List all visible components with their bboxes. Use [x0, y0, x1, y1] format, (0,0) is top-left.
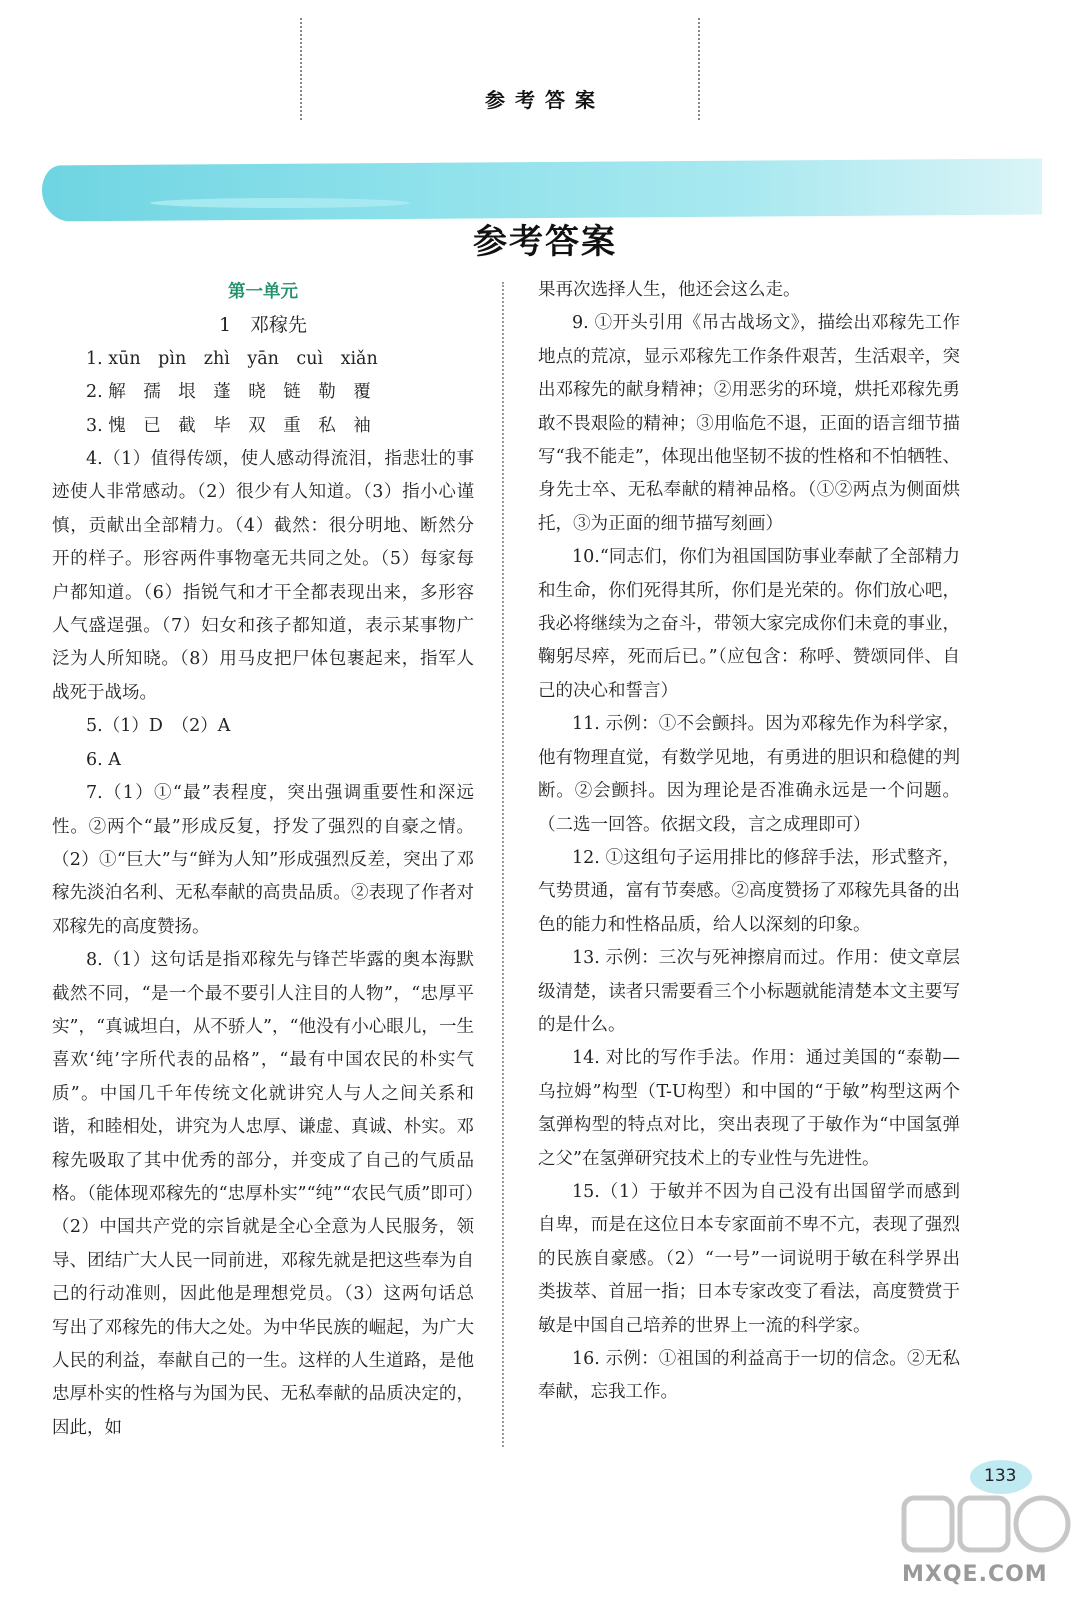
left-paragraph: 6. A [86, 749, 121, 770]
left-paragraph: 1. xūn pìn zhì yān cuì xiǎn [86, 348, 378, 369]
right-paragraph: 果再次选择人生，他还会这么走。 [538, 280, 801, 300]
left-paragraph: 4.（1）值得传颂，使人感动得流泪，指悲壮的事迹使人非常感动。（2）很少有人知道。（3）指小心谨慎，贡献出全部精力。（4）截然：很分明地、断然分开的样子。形容两件事物毫无共同之处。（5）每家每户都知道。（6）指锐气和才干全都表现出来，多形容人气盛逞强。（7）妇女和孩子都知道，表示某事物广泛为人所知晓。（8）用马皮把尸体包裹起来，指军人战死于战场。 [52, 449, 474, 703]
page-title: 参考答案 [473, 222, 617, 262]
section-banner [42, 159, 1042, 222]
page-number: 133 [984, 1466, 1017, 1486]
right-paragraph: 15.（1）于敏并不因为自己没有出国留学而感到自卑，而是在这位日本专家面前不卑不亢，表现了强烈的民族自豪感。（2）“一号”一词说明于敏在科学界出类拔萃、首屈一指；日本专家改变了看法，高度赞赏于敏是中国自己培养的世界上一流的科学家。 [538, 1181, 960, 1336]
column-divider [502, 282, 504, 1447]
right-column [538, 274, 960, 1410]
left-paragraph: 7.（1）①“最”表程度，突出强调重要性和深远性。②两个“最”形成反复，抒发了强烈的自豪之情。（2）①“巨大”与“鲜为人知”形成强烈反差，突出了邓稼先淡泊名利、无私奉献的高贵品质。②表现了作者对邓稼先的高度赞扬。 [52, 783, 474, 937]
left-paragraph: 2. 解 孺 垠 蓬 晓 链 勒 覆 [86, 382, 371, 403]
watermark-text: MXQE.COM [902, 1562, 1048, 1587]
banner-highlight [150, 198, 410, 208]
right-paragraph: 16. 示例：①祖国的利益高于一切的信念。②无私奉献，忘我工作。 [538, 1349, 960, 1403]
left-paragraph: 1 邓稼先 [218, 314, 308, 337]
left-paragraph: 8.（1）这句话是指邓稼先与锋芒毕露的奥本海默截然不同，“是一个最不要引人注目的人物”，“忠厚平实”，“真诚坦白，从不骄人”，“他没有小心眼儿，一生喜欢‘纯’字所代表的品格”，“最有中国农民的朴实气质”。中国几千年传统文化就讲究人与人之间关系和谐，和睦相处，讲究为人忠厚、谦虚、真诚、朴实。邓稼先吸取了其中优秀的部分，并变成了自己的气质品格。（能体现邓稼先的“忠厚朴实”“纯”“农民气质”即可）（2）中国共产党的宗旨就是全心全意为人民服务，领导、团结广大人民一同前进，邓稼先就是把这些奉为自己的行动准则，因此他是理想党员。（3）这两句话总写出了邓稼先的伟大之处。为中华民族的崛起，为广大人民的利益，奉献自己的一生。这样的人生道路，是他忠厚朴实的性格与为国为民、无私奉献的品质决定的，因此，如 [52, 950, 474, 1438]
right-paragraph: 11. 示例：①不会颤抖。因为邓稼先作为科学家，他有物理直觉，有数学见地，有勇进的胆识和稳健的判断。②会颤抖。因为理论是否准确永远是一个问题。（二选一回答。依据文段，言之成理即可） [538, 714, 960, 835]
left-column [52, 276, 474, 1445]
header-title: 参考答案 [485, 88, 605, 112]
right-paragraph: 9. ①开头引用《吊古战场文》，描绘出邓稼先工作地点的荒凉，显示邓稼先工作条件艰苦，生活艰辛，突出邓稼先的献身精神；②用恶劣的环境，烘托邓稼先勇敢不畏艰险的精神；③用临危不退，正面的语言细节描写“我不能走”，体现出他坚韧不拔的性格和不怕牺牲、身先士卒、无私奉献的精神品格。（①②两点为侧面烘托，③为正面的细节描写刻画） [538, 313, 960, 534]
left-paragraph: 5.（1）D （2）A [86, 716, 231, 737]
right-paragraph: 12. ①这组句子运用排比的修辞手法，形式整齐，气势贯通，富有节奏感。②高度赞扬了邓稼先具备的出色的能力和性格品质，给人以深刻的印象。 [538, 847, 960, 935]
right-paragraph: 10.“同志们，你们为祖国国防事业奉献了全部精力和生命，你们死得其所，你们是光荣的。你们放心吧，我必将继续为之奋斗，带领大家完成你们未竟的事业，鞠躬尽瘁，死而后已。”（应包含：称呼、赞颂同伴、自己的决心和誓言） [538, 547, 960, 701]
left-paragraph: 3. 愧 已 截 毕 双 重 私 袖 [86, 415, 371, 436]
left-paragraph: 第一单元 [228, 282, 298, 302]
right-paragraph: 14. 对比的写作手法。作用：通过美国的“泰勒—乌拉姆”构型（T-U构型）和中国的“于敏”构型这两个氢弹构型的特点对比，突出表现了于敏作为“中国氢弹之父”在氢弹研究技术上的专业性与先进性。 [538, 1048, 960, 1169]
right-paragraph: 13. 示例：三次与死神擦肩而过。作用：使文章层级清楚，读者只需要看三个小标题就能清楚本文主要写的是什么。 [538, 948, 960, 1035]
